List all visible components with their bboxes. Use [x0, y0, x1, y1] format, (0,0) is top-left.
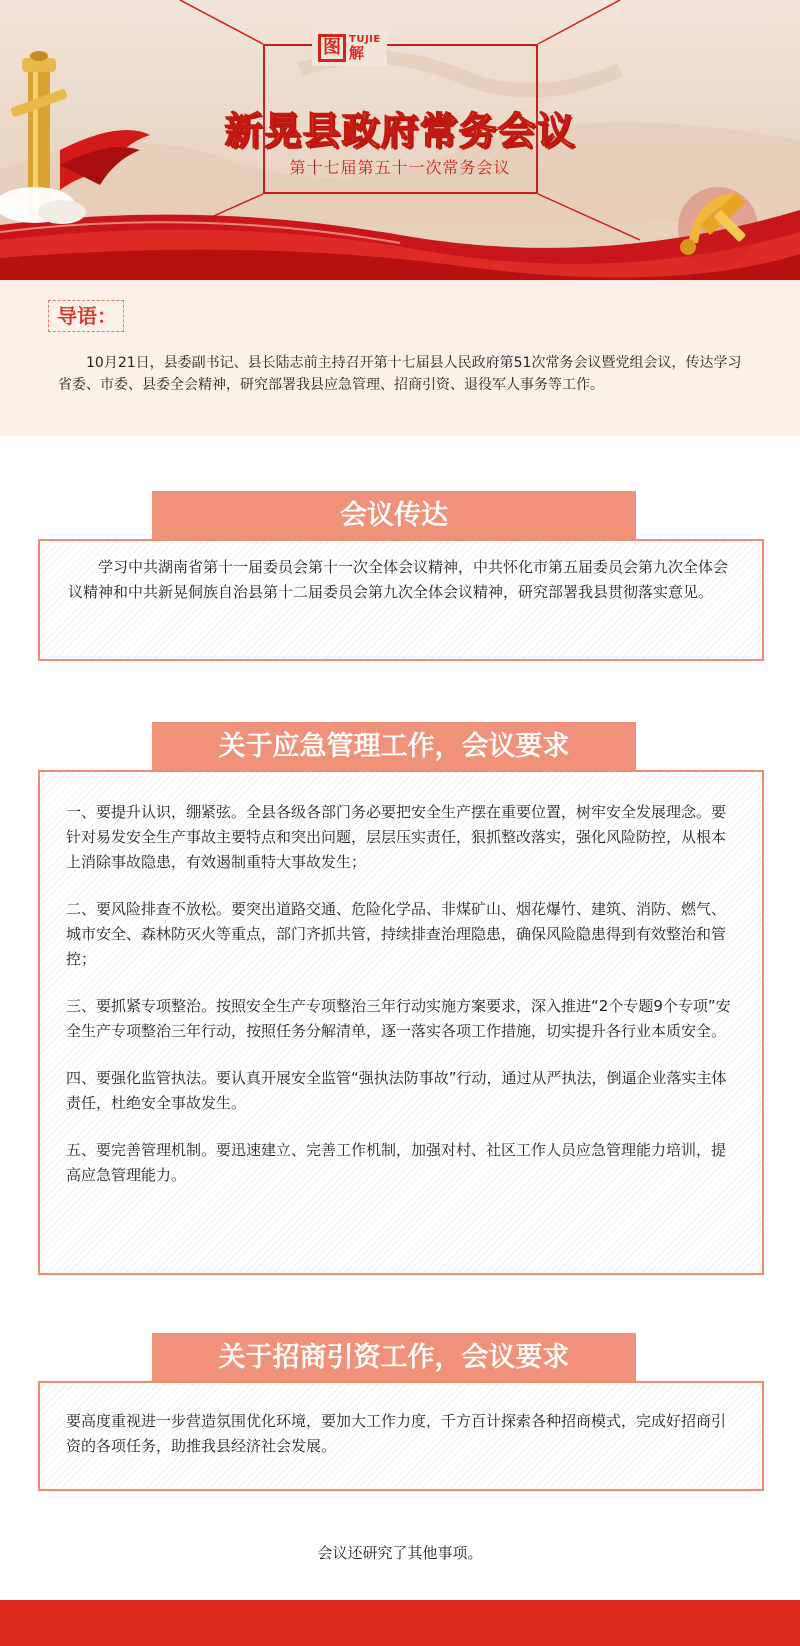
party-emblem-icon — [678, 187, 758, 267]
page-title: 新晃县政府常务会议 — [224, 109, 576, 153]
section-paragraph: 学习中共湖南省第十一届委员会第十一次全体会议精神，中共怀化市第五届委员会第九次全体会议精神和中共新晃侗族自治县第十二届委员会第九次全体会议精神，研究部署我县贯彻落实意见。 — [68, 558, 729, 601]
intro-label: 导语： — [48, 300, 124, 332]
section-body-meeting-relay — [38, 539, 764, 661]
footer-bar — [0, 1600, 800, 1646]
tujie-logo — [312, 30, 387, 66]
tujie-logo-mark: 图 — [318, 34, 346, 62]
section-paragraph: 一、要提升认识，绷紧弦。全县各级各部门务必要把安全生产摆在重要位置，树牢安全发展理念。要针对易发安全生产事故主要特点和突出问题，层层压实责任，狠抓整改落实，强化风险防控，从根本上消除事故隐患，有效遏制重特大事故发生； — [66, 803, 727, 871]
section-paragraph: 五、要完善管理机制。要迅速建立、完善工作机制，加强对村、社区工作人员应急管理能力培训，提高应急管理能力。 — [66, 1141, 727, 1184]
section-paragraph: 三、要抓紧专项整治。按照安全生产专项整治三年行动实施方案要求，深入推进“2个专题9个专项”安全生产专项整治三年行动，按照任务分解清单，逐一落实各项工作措施，切实提升各行业本质安全。 — [66, 997, 731, 1040]
section-paragraph: 要高度重视进一步营造氛围优化环境，要加大工作力度，千方百计探索各种招商模式，完成好招商引资的各项任务，助推我县经济社会发展。 — [66, 1412, 727, 1455]
page-subtitle: 第十七届第五十一次常务会议 — [289, 158, 511, 177]
section-header-investment-attraction: 关于招商引资工作，会议要求 — [152, 1333, 636, 1383]
closing-text: 会议还研究了其他事项。 — [317, 1544, 483, 1562]
section-body-investment-attraction — [38, 1381, 764, 1491]
section-header-meeting-relay: 会议传达 — [152, 491, 636, 541]
section-header-emergency-management: 关于应急管理工作，会议要求 — [152, 722, 636, 772]
tujie-logo-en: TUJIE — [349, 34, 381, 45]
section-paragraph: 二、要风险排查不放松。要突出道路交通、危险化学品、非煤矿山、烟花爆竹、建筑、消防、燃气、城市安全、森林防灭火等重点，部门齐抓共管，持续排查治理隐患，确保风险隐患得到有效整治和管控； — [66, 900, 727, 968]
section-paragraph: 四、要强化监管执法。要认真开展安全监管“强执法防事故”行动，通过从严执法，倒逼企业落实主体责任，杜绝安全事故发生。 — [66, 1069, 727, 1112]
tujie-logo-cn: 解 — [349, 44, 365, 62]
intro-text: 10月21日，县委副书记、县长陆志前主持召开第十七届县人民政府第51次常务会议暨党组会议，传达学习省委、市委、县委全会精神，研究部署我县应急管理、招商引资、退役军人事务等工作。 — [58, 355, 742, 393]
intro-panel — [0, 280, 800, 436]
section-body-emergency-management — [38, 770, 764, 1275]
header-banner — [0, 0, 800, 280]
